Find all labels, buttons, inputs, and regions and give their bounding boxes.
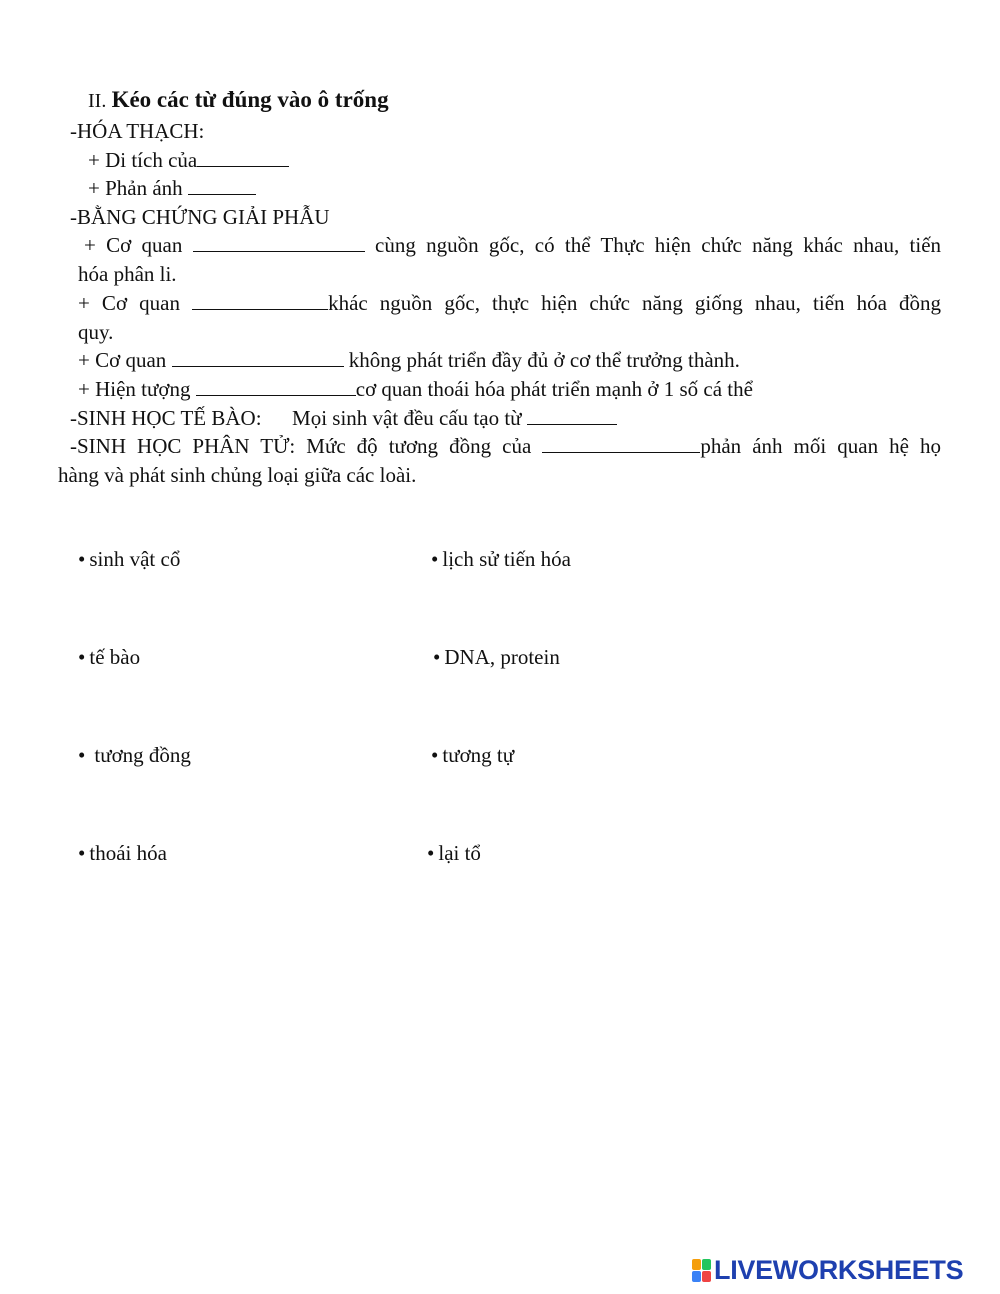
- drop-blank-8[interactable]: [542, 432, 700, 453]
- bullet: •: [78, 645, 86, 669]
- word-option-label: thoái hóa: [89, 841, 167, 865]
- anatomy-line-2: [78, 289, 941, 317]
- cell-biology-text: Mọi sinh vật đều cấu tạo từ: [292, 406, 522, 430]
- drop-blank-6[interactable]: [196, 375, 356, 396]
- liveworksheets-logo: [692, 1256, 963, 1284]
- word-option-dna-protein[interactable]: [433, 643, 560, 671]
- bullet: •: [78, 841, 86, 865]
- word-option-label: tương đồng: [94, 743, 191, 767]
- anatomy-line-1-cont: hóa phân li.: [78, 262, 177, 286]
- drop-blank-3[interactable]: [193, 231, 365, 252]
- word-option-label: DNA, protein: [444, 645, 560, 669]
- bullet: •: [433, 645, 441, 669]
- section-heading: [88, 86, 389, 115]
- section-number: II.: [88, 90, 107, 112]
- anatomy-heading: -BẰNG CHỨNG GIẢI PHẪU: [70, 205, 330, 229]
- bullet: •: [427, 841, 435, 865]
- fossil-line-1: [88, 146, 289, 174]
- molecular-biology-text-b: phản ánh mối quan hệ họ: [700, 434, 941, 458]
- word-option-lai-to[interactable]: [427, 839, 481, 867]
- anatomy-line-4: [78, 375, 753, 403]
- fossil-line-1-text: + Di tích của: [88, 148, 198, 172]
- anatomy-line-3-text-b: không phát triển đầy đủ ở cơ thể trưởng thành.: [348, 348, 740, 372]
- anatomy-line-1-text-b: cùng nguồn gốc, có thể Thực hiện chức năng khác nhau, tiến: [375, 233, 942, 257]
- drop-blank-1[interactable]: [197, 146, 289, 167]
- instruction-title: Kéo các từ đúng vào ô trống: [111, 87, 389, 112]
- drop-blank-4[interactable]: [192, 289, 328, 310]
- drop-blank-5[interactable]: [172, 346, 344, 367]
- cell-biology-line: [70, 404, 617, 432]
- word-option-label: lịch sử tiến hóa: [442, 547, 571, 571]
- molecular-biology-text-a: Mức độ tương đồng của: [306, 434, 532, 458]
- word-option-label: sinh vật cổ: [89, 547, 181, 571]
- anatomy-line-4-text-b: cơ quan thoái hóa phát triển mạnh ở 1 số cá thể: [355, 377, 753, 401]
- word-option-thoai-hoa[interactable]: [78, 839, 167, 867]
- word-option-sinh-vat-co[interactable]: [78, 545, 180, 573]
- fossil-line-2: [88, 174, 256, 202]
- word-option-te-bao[interactable]: [78, 643, 140, 671]
- drop-blank-7[interactable]: [527, 404, 617, 425]
- anatomy-line-3-text-a: + Cơ quan: [78, 348, 167, 372]
- word-option-tuong-dong[interactable]: [78, 741, 191, 769]
- bullet: •: [78, 743, 86, 767]
- anatomy-line-1-text-a: + Cơ quan: [84, 233, 183, 257]
- fossil-line-2-text: + Phản ánh: [88, 176, 183, 200]
- anatomy-line-4-text-a: + Hiện tượng: [78, 377, 191, 401]
- bullet: •: [431, 547, 439, 571]
- anatomy-line-2-text-b: khác nguồn gốc, thực hiện chức năng giống nhau, tiến hóa đồng: [328, 291, 942, 315]
- fossil-heading: -HÓA THẠCH:: [70, 119, 205, 143]
- molecular-biology-line: [70, 432, 941, 460]
- anatomy-line-2-cont: quy.: [78, 320, 114, 344]
- logo-text: LIVEWORKSHEETS: [714, 1254, 964, 1285]
- anatomy-line-3: [78, 346, 740, 374]
- word-option-label: lại tổ: [438, 841, 481, 865]
- word-option-lich-su-tien-hoa[interactable]: [431, 545, 571, 573]
- word-option-label: tế bào: [89, 645, 141, 669]
- bullet: •: [431, 743, 439, 767]
- anatomy-line-2-text-a: + Cơ quan: [78, 291, 180, 315]
- logo-mark-icon: [692, 1259, 711, 1282]
- molecular-biology-heading: -SINH HỌC PHÂN TỬ:: [70, 434, 296, 458]
- word-option-tuong-tu[interactable]: [431, 741, 514, 769]
- word-option-label: tương tự: [442, 743, 515, 767]
- molecular-biology-cont: hàng và phát sinh chủng loại giữa các loài.: [58, 463, 417, 487]
- cell-biology-heading: -SINH HỌC TẾ BÀO:: [70, 406, 262, 430]
- drop-blank-2[interactable]: [188, 174, 256, 195]
- bullet: •: [78, 547, 86, 571]
- anatomy-line-1: [84, 231, 941, 259]
